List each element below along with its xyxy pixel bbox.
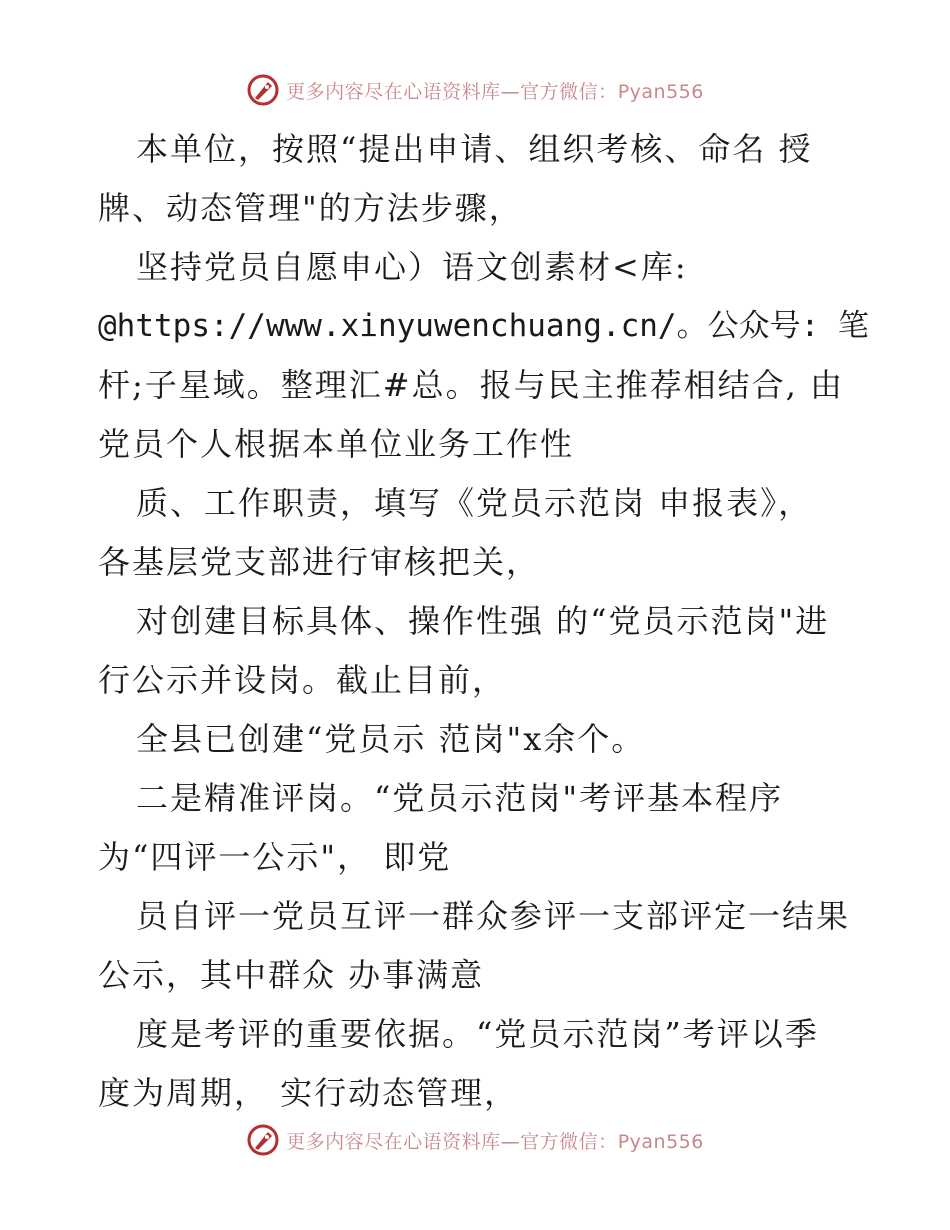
banner-wechat-id: Pyan556	[617, 1130, 704, 1153]
banner-official-label: 官方微信：	[520, 1130, 618, 1153]
text-line: 各基层党支部进行审核把关，	[98, 543, 541, 581]
pen-nib-logo-icon	[246, 73, 280, 107]
banner-separator: —	[500, 1130, 521, 1153]
text-line: @https://www.xinyuwenchuang.cn/。公众号: 笔	[98, 308, 869, 344]
banner-title: 更多内容尽在心语资料库	[286, 80, 501, 103]
footer-watermark-banner	[0, 1120, 950, 1160]
text-line: 为“四评一公示"， 即党	[98, 838, 452, 876]
banner-inner	[246, 73, 704, 107]
text-line: 对创建目标具体、操作性强 的“党员示范岗"进	[136, 602, 830, 640]
text-line: 杆;子星域。整理汇#总。报与民主推荐相结合, 由	[98, 366, 844, 404]
banner-wechat-id: Pyan556	[617, 80, 704, 103]
text-line: 牌、动态管理"的方法步骤，	[98, 189, 523, 227]
banner-separator: —	[500, 80, 521, 103]
text-line: 员自评一党员互评一群众参评一支部评定一结果	[136, 897, 851, 935]
text-line: 公示，其中群众 办事满意	[98, 956, 485, 994]
header-watermark-banner	[0, 70, 950, 110]
banner-text	[286, 1127, 704, 1154]
banner-text	[286, 77, 704, 104]
text-line: 全县已创建“党员示 范岗"x余个。	[136, 720, 646, 758]
text-line: 度为周期， 实行动态管理，	[98, 1074, 519, 1112]
banner-official-label: 官方微信：	[520, 80, 618, 103]
text-line: 行公示并设岗。截止目前，	[98, 661, 507, 699]
text-line: 党员个人根据本单位业务工作性	[98, 425, 575, 463]
banner-title: 更多内容尽在心语资料库	[286, 1130, 501, 1153]
banner-inner	[246, 1123, 704, 1157]
text-line: 二是精准评岗。“党员示范岗"考评基本程序	[136, 779, 784, 817]
text-line: 度是考评的重要依据。“党员示范岗”考评以季	[136, 1015, 819, 1053]
pen-nib-logo-icon	[246, 1123, 280, 1157]
text-line: 本单位，按照“提出申请、组织考核、命名 授	[136, 130, 813, 168]
document-body	[98, 120, 869, 1123]
text-line: 坚持党员自愿申心）语文创素材<库:	[136, 248, 688, 286]
text-line: 质、工作职责，填写《党员示范岗 申报表》，	[136, 484, 813, 522]
